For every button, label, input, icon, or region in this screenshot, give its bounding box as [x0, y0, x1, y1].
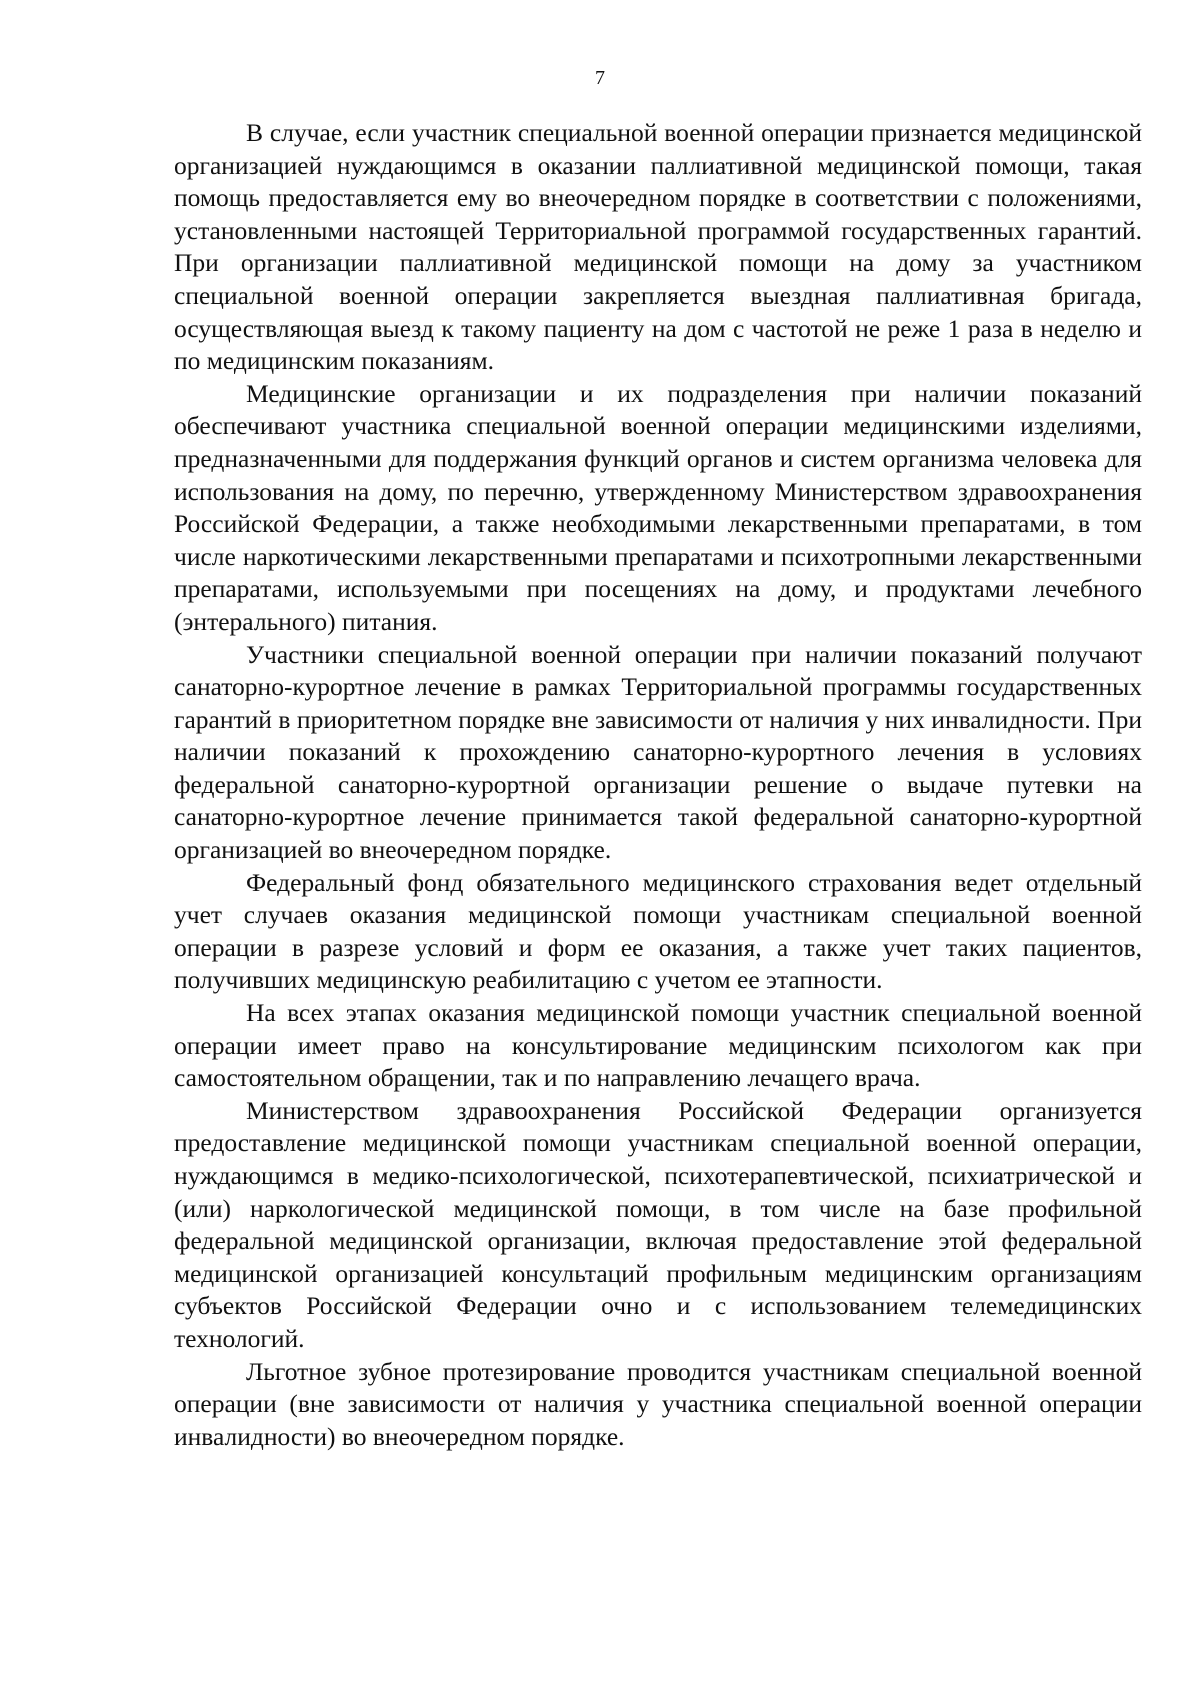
paragraph-palliative-care: В случае, если участник специальной военной операции признается медицинской организацией нуждающимся в оказании паллиативной медицинской помощи, такая помощь предоставляется ему во внеочередном порядке в соответствии с положениями, установленными настоящей Территориальной программой государственных гарантий. При организации паллиативной медицинской помощи на дому за участником специальной военной операции закрепляется выездная паллиативная бригада, осуществляющая выезд к такому пациенту на дом с частотой не реже 1 раза в неделю и по медицинским показаниям. [174, 118, 1142, 376]
paragraph-dental-prosthetics: Льготное зубное протезирование проводится участникам специальной военной операции (вне зависимости от наличия у участника специальной военной операции инвалидности) во внеочередном порядке. [174, 1356, 1142, 1451]
page-number: 7 [595, 67, 605, 89]
paragraph-psychologist-consulting: На всех этапах оказания медицинской помощи участник специальной военной операции имеет право на консультирование медицинским психологом как при самостоятельном обращении, так и по направлению лечащего врача. [174, 998, 1142, 1093]
paragraph-medical-devices: Медицинские организации и их подразделения при наличии показаний обеспечивают участника специальной военной операции медицинскими изделиями, предназначенными для поддержания функций органов и систем организма человека для использования на дому, по перечню, утвержденному Министерством здравоохранения Российской Федерации, а также необходимыми лекарственными препаратами, в том числе наркотическими лекарственными препаратами и психотропными лекарственными препаратами, используемыми при посещениях на дому, и продуктами лечебного (энтерального) питания. [174, 378, 1142, 636]
paragraph-psychiatric-care: Министерством здравоохранения Российской Федерации организуется предоставление медицинской помощи участникам специальной военной операции, нуждающимся в медико-психологической, психотерапевтической, психиатрической и (или) наркологической медицинской помощи, в том числе на базе профильной федеральной медицинской организации, включая предоставление этой федеральной медицинской организацией консультаций профильным медицинским организациям субъектов Российской Федерации очно и с использованием телемедицинских технологий. [174, 1095, 1142, 1353]
document-body [174, 117, 1142, 1453]
paragraph-foms-accounting: Федеральный фонд обязательного медицинского страхования ведет отдельный учет случаев оказания медицинской помощи участникам специальной военной операции в разрезе условий и форм ее оказания, а также учет таких пациентов, получивших медицинскую реабилитацию с учетом ее этапности. [174, 867, 1142, 995]
paragraph-sanatorium-treatment: Участники специальной военной операции при наличии показаний получают санаторно-курортное лечение в рамках Территориальной программы государственных гарантий в приоритетном порядке вне зависимости от наличия у них инвалидности. При наличии показаний к прохождению санаторно-курортного лечения в условиях федеральной санаторно-курортной организации решение о выдаче путевки на санаторно-курортное лечение принимается такой федеральной санаторно-курортной организацией во внеочередном порядке. [174, 639, 1142, 865]
